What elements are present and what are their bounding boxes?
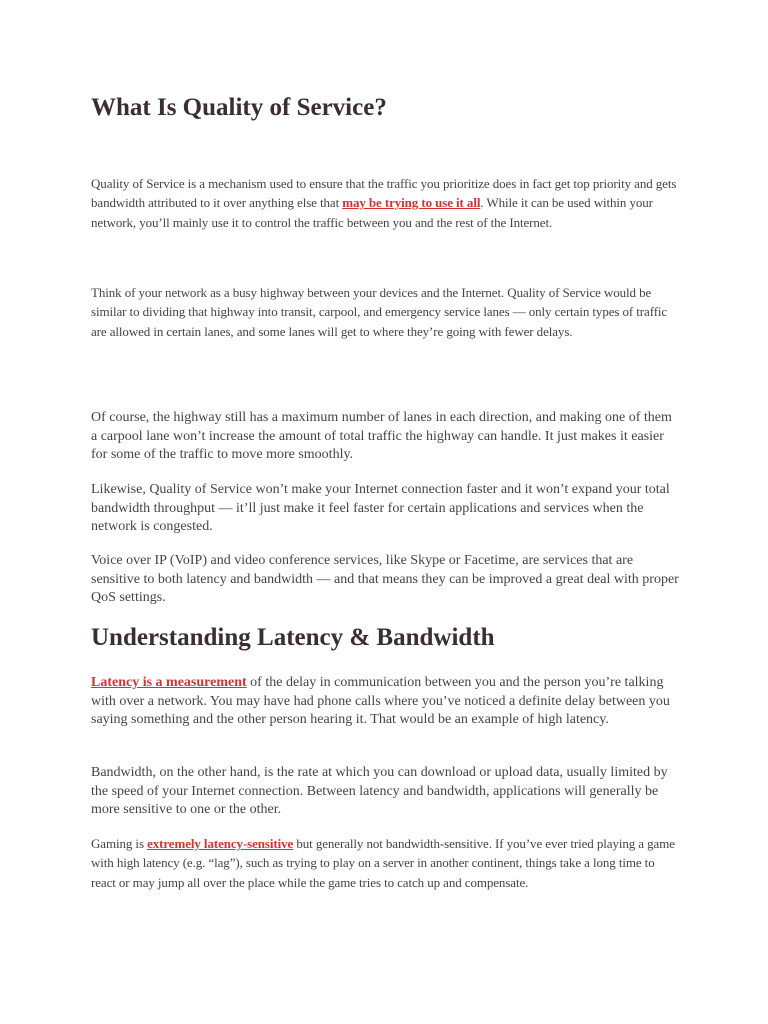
paragraph-text: Quality of Service is a mechanism used to ensure that the traffic you prioritize does in fact get top priority and gets bandwidth attributed to it over anything else that — [91, 176, 677, 211]
paragraph-text: Gaming is — [91, 836, 148, 851]
page-title: What Is Quality of Service? — [91, 94, 387, 121]
paragraph-qos-definition — [91, 174, 681, 232]
paragraph-latency — [91, 674, 681, 730]
paragraph-highway-lanes: Of course, the highway still has a maximum number of lanes in each direction, and making one of them a carpool lane won’t increase the amount of total traffic the highway can handle. It just makes it easier for some of the traffic to move more smoothly. — [91, 410, 672, 462]
paragraph-highway-analogy: Think of your network as a busy highway between your devices and the Internet. Quality of Service would be similar to dividing that highway into transit, carpool, and emergency service lanes — only certain types of traffic are allowed in certain lanes, and some lanes will get to where they’re going with fewer delays. — [91, 285, 668, 339]
paragraph-voip: Voice over IP (VoIP) and video conference services, like Skype or Facetime, are services that are sensitive to both latency and bandwidth — and that means they can be improved a great deal with proper QoS settings. — [91, 553, 679, 605]
link-latency-is-a-measurement[interactable]: Latency is a measurement — [91, 675, 247, 690]
link-extremely-latency-sensitive[interactable]: extremely latency-sensitive — [147, 836, 294, 851]
paragraph-text: but generally not bandwidth-sensitive. If you’ve ever tried playing a game with high latency (e.g. “lag”), such as trying to play on a server in another continent, things take a long time to react or may jump all over the place while the game tries to catch up and compensate. — [91, 836, 675, 890]
link-may-be-trying-to-use-it-all[interactable]: may be trying to use it all — [342, 195, 481, 211]
section-heading-latency-bandwidth: Understanding Latency & Bandwidth — [91, 624, 495, 651]
paragraph-likewise: Likewise, Quality of Service won’t make your Internet connection faster and it won’t expand your total bandwidth throughput — it’ll just make it feel faster for certain applications and services when the network is congested. — [91, 482, 670, 534]
paragraph-gaming — [91, 834, 681, 892]
paragraph-text: of the delay in communication between you and the person you’re talking with over a network. You may have had phone calls where you’ve noticed a definite delay between you saying something and the other person hearing it. That would be an example of high latency. — [91, 675, 670, 727]
paragraph-bandwidth: Bandwidth, on the other hand, is the rate at which you can download or upload data, usually limited by the speed of your Internet connection. Between latency and bandwidth, applications will generally be more sensitive to one or the other. — [91, 765, 668, 817]
paragraph-text: . While it can be used within your network, you’ll mainly use it to control the traffic between you and the rest of the Internet. — [91, 195, 653, 230]
